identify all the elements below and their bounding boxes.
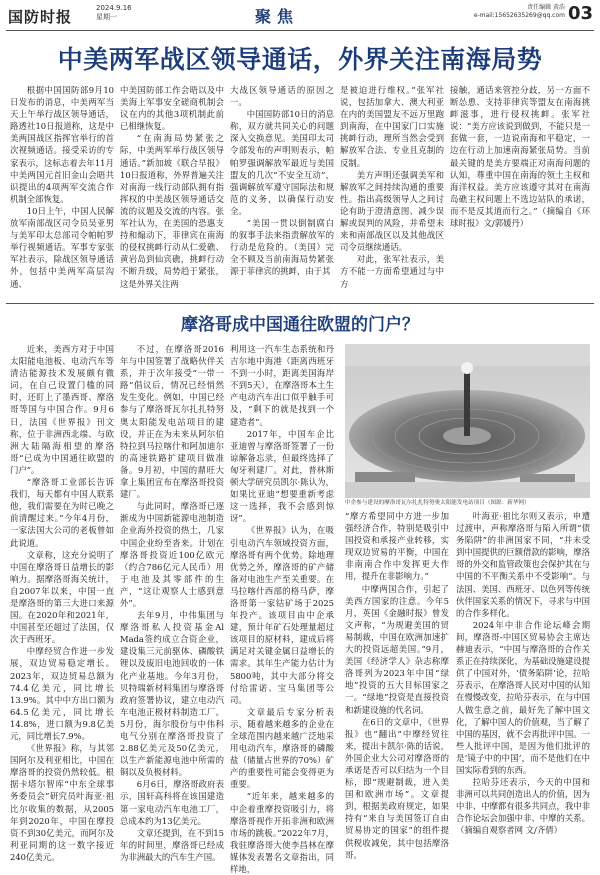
masthead — [0, 0, 600, 30]
paragraph: 根据中国国防部9月10日发布的消息，中美两军当天上午举行战区领导通话，路透社10日报道称，这是中美两国战区指挥官举行的首次视频通话。接受采访的专家表示，这标志着去年11月中美两国元首旧金山会晤共识提出的4项两军交流合作机制全部恢复。 — [10, 85, 114, 204]
editor-email: e-mail:15652635269@qq.com — [473, 12, 565, 19]
editor-info — [455, 4, 565, 20]
paragraph: 2024年中非合作论坛峰会期间，摩洛哥-中国区贸易协会主席达赫迪表示，“中国与摩洛哥的合作关系正在持续深化，为基础设施建设提供了中国对外，‘债务陷阱’论，拉哈芬表示，在摩洛哥人民对中国的认知在慢慢改变，拉哈芬表示，在与中国人做生意之前，最好先了解中国文化，了解中国人的价值观，当了解了中国的基因，就不会再批评中国。一些人批评中国，是因为他们批评的是‘镜子中的中国’，而不是他们在中国实际看到的东西。 — [456, 619, 590, 775]
paragraph: 文章还提到，在不到15年的时间里，摩洛哥已经成为非洲最大的汽车生产国。 — [120, 827, 224, 862]
article2-column-3 — [230, 343, 334, 875]
paragraph: “摩方希望同中方进一步加强经济合作，特别是吸引中国投资和承接产业转移，实现双边贸易的平衡，中国在非南南合作中发挥更大作用，提升在非影响力。” — [345, 511, 449, 582]
paragraph: 中摩经贸合作进一步发展，双边贸易稳定增长。2023年，双边贸易总额为74.4亿美元，同比增长13.9%。其中中方出口额为64.5亿美元，同比增长14.8%，进口额为9.8亿美元，同比增长7.9%。 — [10, 646, 114, 741]
paragraph: 与此同时，摩洛哥已逐渐成为中国新能源电池制造企业海外投资的热土，几家中国企业纷至沓来。计划在摩洛哥投资近100亿欧元（约合786亿元人民币）用于电池及其零部件的生产，“这让观察人士感到意外”。 — [120, 501, 224, 608]
article2-column-1 — [10, 343, 114, 862]
article2-headline: 摩洛哥成中国通往欧盟的门户？ — [181, 315, 419, 335]
paragraph: 2017年，中国车企比亚迪曾与摩洛哥签署了一份谅解备忘录，但最终选择了匈牙利建厂。对此，普林斯顿大学研究员凯尔·陈认为，如果比亚迪“想要重新考虑这一选择，我不会感到惊讶”。 — [230, 428, 334, 524]
paragraph: 是被迫进行维权。”张军社说，包括加拿大、澳大利亚在内的美国盟友不远万里跑到南海，在中国家门口实施挑衅行动，理所当然会受到解放军合法、专业且克制的反制。 — [340, 85, 444, 168]
page-number: 03 — [568, 3, 594, 24]
article1-column-1 — [10, 84, 114, 300]
paragraph: 美方声明还强调美军和解放军之间持续沟通的重要性。指出高级领导人之间讨论有助于澄清意图、减少误解或误判的风险，并希望未来和南部战区以及其他战区司令员继续通话。 — [340, 169, 444, 253]
paragraph: 文章称，这充分说明了中国在摩洛哥日益增长的影响力。据摩洛哥海关统计，自2007年以来，中国一直是摩洛哥的第三大进口来源国。在2020年和2021年，中国甚至还超过了法国，仅次于西班牙。 — [10, 549, 114, 645]
paragraph: 拉哈芬还表示，今天的中国和非洲可以共同创造出人的价值，因为中非、中摩都有很多共同点，我中非合作论坛会加强中非、中摩的关系。（摘编自观察者网 文/齐倩） — [456, 777, 590, 836]
paragraph: 在6日的文章中，《世界报》也“翻出”中摩经贸往来，提出卡凯尔·陈的话说，外国企业大公司对摩洛哥的承诺是否可以归结为一个目标，即“规避制裁，进入美国和欧洲市场”。文章提到，根据美政府规定，如果持有“来自与美国签订自由贸易协定的国家”的组件提供税收减免，其中包括摩洛哥。 — [345, 716, 449, 860]
paragraph: 利用这一汽车生态系统和丹吉尔地中海港（距离西班牙不到一小时，距离美国海岸不到5天），在摩洛哥本土生产电动汽车出口似乎触手可及，“剩下的就是找到一个建造者”。 — [230, 344, 334, 427]
paragraph: 文章最后专家分析表示，随着越来越多的企业在全球范围内越来越广泛地采用电动汽车，摩洛哥的磷酸盐（储量占世界的70%）矿产的重要性可能会变得更为重要。 — [230, 706, 334, 790]
issue-date — [96, 4, 132, 22]
article1-column-2 — [120, 84, 224, 300]
article1-column-5 — [450, 84, 590, 300]
article1-headline: 中美两军战区领导通话，外界关注南海局势 — [57, 45, 543, 74]
solar-plant-illustration — [345, 344, 590, 498]
paragraph: “摩洛哥工业部长告诉我们，每天都有中国人联系他，我们需要在为时已晚之前清醒过来。”今年4月份，一家法国大公司的老板曾如此说道。 — [10, 477, 114, 548]
paragraph: 6月6日，摩洛哥政府表示，国轩高科将在该国建造第一家电动汽车电池工厂，总成本约为13亿美元。 — [120, 779, 224, 826]
editor-name: 责任编辑 黄浩 — [527, 4, 565, 11]
article-divider — [6, 303, 594, 304]
paragraph: 叶海亚·祖比尔则又表示，申遭过渡申，声称摩洛哥与陷入所谓“债务陷阱”的非洲国家不同，“并未受到中国提供的巨额借款的影响，摩洛哥的外交和监管政策也会保护其在与中国的不平衡关系中不受影响”。与法国、美国、西班牙、以色列等传统伙伴国家关系的情况下，寻求与中国的合作多样化。 — [456, 511, 590, 618]
paragraph: “在南海局势紧张之际，中美两军举行战区领导通话。”新加坡《联合早报》10日报道称，外界普遍关注对南海一线行动部队拥有指挥权的中美战区领导通话交流的议题及交流的内容。张军社认为，在美国的恐惠支持和煽动下，菲律宾在南海的侵权挑衅行动从仁爱礁、黄岩岛到仙宾礁，挑衅行动不断升级，局势趋于紧张，这是外界关注两 — [120, 133, 224, 289]
solar-tower — [464, 368, 470, 436]
paragraph: 不过，在摩洛哥2016年与中国签署了战略伙伴关系，并于次年接受“一带一路”倡议后，情况已经悄然发生变化。例如，中国已经参与了摩洛哥瓦尔扎扎特努奥太阳能发电站项目的建设，并正在为未来从阿尔伯特拉到马拉喀什和阿加迪尔的高速铁路扩建项目做准备。9月初，中国的鼎旺大拿上集团宣布在摩洛哥投资建厂。 — [120, 344, 224, 500]
paragraph: 中摩两国合作，引起了美西方国家的注意。今年5月，英国《金融时报》曾发文声称，“为规避美国的贸易制裁，中国在欧洲加速扩大的投资远超美国。”9月，美国《经济学人》杂志称摩洛哥列为2023年中国“绿地”投资的五大目标国家之一。“绿地”投资是直接投资和新建设施的代名词。 — [345, 583, 449, 715]
paragraph: 去年9月，中伟集团与摩洛哥私人投资基金Al Mada签约成立合资企业，建设集三元前驱体、磷酸铁锂以及废旧电池回收的一体化产业基地。今年3月份，贝特瑞新材料集团与摩洛哥政府签署协议，建立电动汽车电池正极材料制造工厂。5月份，海尔股份与中伟科电气分别在摩洛哥投资了2.88亿美元及50亿美元，以生产新能源电池中所需的铜以及负极材料。 — [120, 610, 224, 778]
masthead-divider — [6, 30, 594, 31]
paragraph: 10日上午，中国人民解放军南部战区司令员吴亚男与美军印太总部司令帕帕罗举行视频通话。军事专家张军社表示，除战区领导通话外，包括中美两军高层沟通、 — [10, 205, 114, 289]
paragraph: 近来，美西方对于中国太阳能电池板、电动汽车等清洁能源技术发展颇有微词，在自己设置门槛的同时，还盯上了墨西哥、摩洛哥等国与中国合作。9月6日，法国《世界报》刊文称，位于非洲西北端、与欧洲大陆隔海相望的摩洛哥“已成为中国通往欧盟的门户”。 — [10, 344, 114, 475]
article2-column-2 — [120, 343, 224, 862]
paragraph: “近年来，越来越多的中企着重摩投资吸引力，将摩洛哥视作开拓非洲和欧洲市场的跳板。”2022年7月，我驻摩洛哥大使李昌林在摩媒体发表署名文章指出，同样地， — [230, 791, 334, 875]
paragraph: 中国国防部10日的消息称，双方就共同关心的问题深入交换意见。美国印太司令部发布的声明则表示，帕帕罗强调解放军最近与美国盟友的几次“不安全互动”，强调解放军遵守国际法和规范的义务，以确保行动安全。 — [230, 109, 334, 216]
tower-receiver-glow — [461, 362, 473, 374]
paragraph: 《世界报》认为，在吸引电动汽车领域投资方面，摩洛哥有两个优势。除地理优势之外，摩洛哥的矿产储备对电池生产至关重要。在马拉喀什西部的格马萨，摩洛哥第一家钴矿场于2025年投产。该项目由中企承建，预计年矿石处理量超过该项目的原材料，建成后将满足对关键金属日益增长的需求。其年生产能力估计为5800吨，其中大部分将交付给雷诺、宝马集团等公司。 — [230, 525, 334, 705]
paragraph: 对此，张军社表示，美方不能一方面希望通过与中方 — [340, 254, 444, 289]
photo-caption: 中企参与建设的摩洛哥瓦尔扎扎特努奥太阳能发电站项目（图源：新华网） — [345, 500, 530, 506]
newspaper-logo: 国防时报 — [8, 8, 73, 26]
article1-column-3 — [230, 84, 334, 300]
issue-date-value: 2024.9.16 — [96, 4, 132, 12]
article2-column-5 — [456, 510, 590, 836]
paragraph: 《世界报》称，与其邻国阿尔及利亚相比，中国在摩洛哥的投资仍然较低。根据卡塔尔智库“中东全球事务委员会”研究员叶海亚·祖比尔收集的数据，从2005年到2020年，中国在摩投资不到30亿美元，而阿尔及利亚同期的这一数字接近240亿美元。 — [10, 743, 114, 862]
paragraph: 中美国防部工作会晤以及中美海上军事安全磋商机制会议在内的其他3项机制此前已相继恢复。 — [120, 85, 224, 132]
issue-weekday: 星期一 — [96, 13, 117, 21]
solar-plant-photo — [345, 344, 590, 498]
paragraph: “美国一贯以倒制腐白的叙事手法来指责解放军的行动是危险的。（美国）完全不顾及当前南海局势紧张源于菲律宾的挑衅，由于其 — [230, 218, 334, 277]
paragraph: 接触，通话来管控分歧，另一方面不断怂恿、支持菲律宾等盟友在南海挑衅滋事，进行侵权挑衅。张军社说：“美方应该说到做到，不能只是一套做一套，一边说南海和平稳定，一边在行动上加速南海紧张局势。当前最关键的是美方要端正对南海问题的认知，尊重中国在南海的领土主权和海洋权益。美方应该遵守其对在南海岛礁主权问题上不选边站队的承诺，而不是反其道而行之。”（摘编自《环球时报》文/郭媛丹） — [450, 85, 590, 229]
section-title: 聚焦 — [255, 7, 300, 26]
article2-column-4 — [345, 510, 449, 860]
paragraph: 大战区领导通话的原因之一。 — [230, 85, 334, 108]
article1-column-4 — [340, 84, 444, 300]
